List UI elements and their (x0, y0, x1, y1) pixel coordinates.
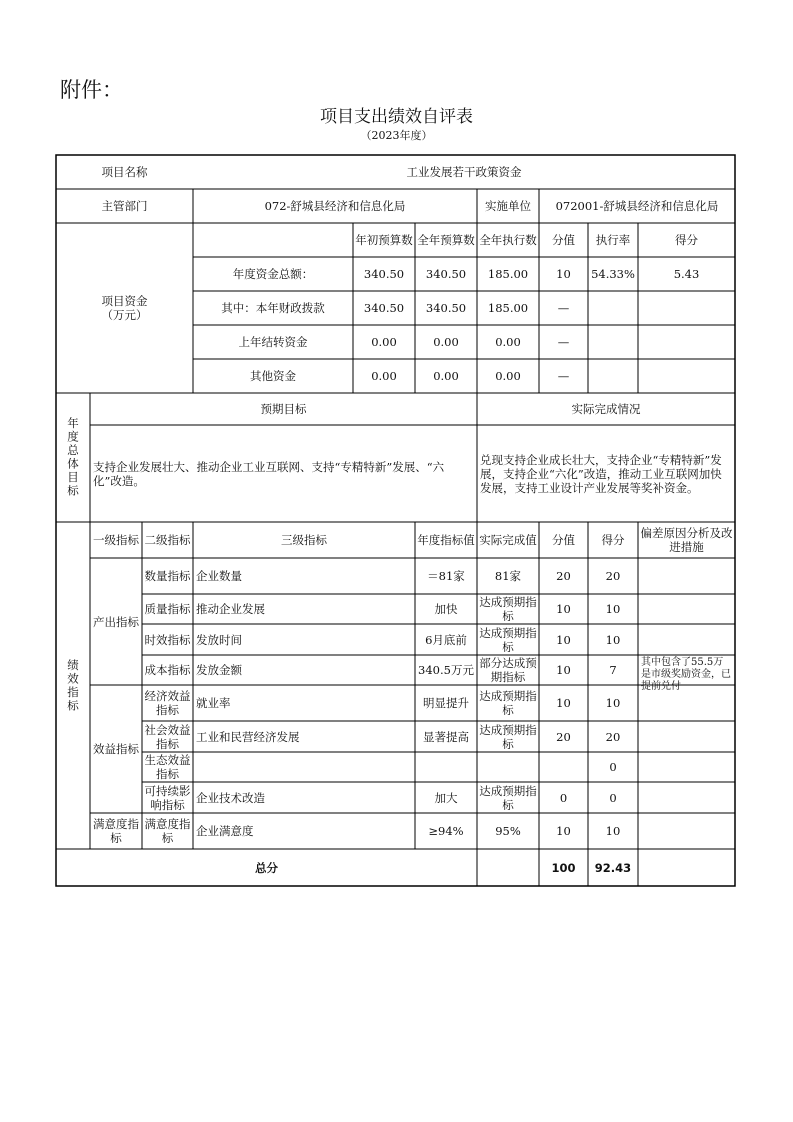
perf-actual: 达成预期指标 (479, 689, 537, 717)
perf-score: 10 (605, 632, 621, 647)
project-name-value: 工业发展若干政策资金 (406, 165, 522, 179)
perf-value: 10 (556, 632, 571, 647)
perf-l3: 就业率 (196, 696, 231, 710)
perf-score: 20 (605, 729, 621, 744)
goals-actual-header: 实际完成情况 (571, 402, 641, 416)
funds-cell: 0.00 (433, 369, 459, 383)
perf-l3: 企业技术改造 (196, 790, 265, 805)
dept-label: 主管部门 (101, 199, 148, 213)
perf-target: 显著提高 (423, 729, 469, 744)
perf-target: 340.5万元 (418, 663, 474, 677)
perf-value: 10 (556, 663, 571, 677)
perf-header-value: 分值 (552, 533, 575, 547)
perf-score: 7 (609, 663, 617, 677)
perf-l3: 发放金额 (196, 663, 242, 677)
goals-actual-text: 兑现支持企业成长壮大，支持企业“专精特新”发展，支持企业“六化”改造，推动工业互联网加快发展，支持工业设计产业发展等奖补资金。 (480, 452, 722, 495)
perf-l2: 质量指标 (144, 602, 191, 616)
attachment-label: 附件： (60, 78, 123, 102)
perf-l3: 企业数量 (196, 569, 242, 583)
perf-l2: 满意度指标 (144, 817, 191, 845)
perf-score: 0 (609, 790, 617, 805)
perf-score: 10 (605, 824, 621, 838)
perf-value: 10 (556, 696, 571, 710)
perf-l3 (193, 752, 415, 782)
perf-reason (638, 721, 735, 752)
project-name-label: 项目名称 (101, 165, 148, 179)
perf-score: 20 (605, 569, 621, 583)
perf-target: 明显提升 (423, 696, 469, 710)
funds-row-label: 其中：本年财政拨款 (221, 301, 325, 315)
funds-header-annual: 全年预算数 (417, 233, 475, 247)
perf-target (415, 752, 477, 782)
funds-cell: 340.50 (425, 301, 467, 315)
perf-reason (638, 782, 735, 813)
perf-reason (638, 813, 735, 849)
funds-cell: 0.00 (371, 369, 397, 383)
funds-header-rate: 执行率 (595, 233, 631, 247)
perf-score: 10 (605, 696, 621, 710)
perf-actual: 81家 (494, 569, 522, 583)
perf-target: 加快 (434, 602, 458, 616)
perf-target: 加大 (434, 790, 458, 805)
perf-l3: 企业满意度 (196, 824, 254, 838)
funds-header-executed: 全年执行数 (479, 233, 537, 247)
perf-actual: 达成预期指标 (479, 783, 537, 812)
impl-value: 072001-舒城县经济和信息化局 (555, 199, 719, 213)
funds-header-score-value: 分值 (552, 233, 575, 247)
funds-cell: 185.00 (487, 267, 529, 281)
funds-cell: 185.00 (487, 301, 529, 315)
funds-row-label: 其他资金 (250, 369, 296, 383)
perf-l2: 成本指标 (144, 663, 191, 677)
perf-actual: 达成预期指标 (479, 595, 537, 623)
year-label: （2023年度） (360, 129, 433, 142)
perf-actual: 95% (495, 824, 521, 838)
perf-reason (638, 685, 735, 721)
perf-header-l2: 二级指标 (144, 533, 191, 547)
funds-cell: 0.00 (433, 335, 459, 349)
perf-l2: 生态效益指标 (144, 753, 191, 781)
funds-cell: 5.43 (673, 267, 700, 281)
impl-label: 实施单位 (485, 199, 531, 213)
funds-row-label: 上年结转资金 (238, 335, 308, 349)
perf-l3: 发放时间 (196, 632, 242, 647)
perf-value: 20 (556, 569, 571, 583)
performance-label: 绩效指标 (66, 658, 80, 713)
perf-actual (477, 752, 539, 782)
perf-l2: 时效指标 (144, 632, 191, 647)
perf-l2: 可持续影响指标 (144, 783, 191, 812)
page-title: 项目支出绩效自评表 (320, 107, 473, 127)
perf-l1-output: 产出指标 (93, 614, 139, 629)
perf-reason (638, 558, 735, 594)
funds-label: 项目资金 （万元） (101, 294, 148, 322)
funds-cell: 340.50 (363, 267, 405, 281)
perf-target: ≥94% (428, 824, 464, 838)
dept-value: 072-舒城县经济和信息化局 (264, 199, 406, 213)
perf-l3: 推动企业发展 (196, 602, 265, 616)
perf-l1-satisfaction: 满意度指标 (93, 817, 139, 845)
total-value: 100 (551, 860, 576, 875)
funds-cell: 10 (556, 267, 571, 281)
funds-row-label: 年度资金总额： (232, 267, 314, 281)
funds-cell: 340.50 (363, 301, 405, 315)
perf-l2: 数量指标 (144, 569, 191, 583)
perf-actual: 达成预期指标 (479, 625, 537, 654)
perf-l2: 经济效益指标 (144, 689, 191, 717)
perf-actual: 部分达成预期指标 (479, 656, 537, 684)
perf-header-l3: 三级指标 (281, 533, 327, 547)
perf-target: ＝81家 (427, 569, 465, 583)
perf-l3: 工业和民营经济发展 (196, 729, 300, 744)
funds-cell: 0.00 (495, 335, 521, 349)
perf-actual: 达成预期指标 (479, 722, 537, 751)
perf-target: 6月底前 (425, 632, 467, 647)
perf-reason (638, 594, 735, 624)
perf-score: 10 (605, 602, 621, 616)
perf-score: 0 (609, 760, 617, 774)
total-score: 92.43 (594, 860, 632, 875)
perf-l2: 社会效益指标 (144, 722, 191, 751)
goals-expected-header: 预期目标 (260, 402, 307, 416)
perf-header-score: 得分 (601, 533, 625, 547)
funds-header-initial: 年初预算数 (355, 233, 413, 247)
total-label: 总分 (255, 860, 278, 875)
funds-cell: — (557, 335, 570, 349)
perf-header-l1: 一级指标 (93, 533, 139, 547)
perf-value (539, 752, 588, 782)
perf-value: 10 (556, 602, 571, 616)
goals-expected-text: 支持企业发展壮大、推动企业工业互联网、支持“专精特新”发展、“六化”改造。 (93, 459, 445, 488)
perf-header-target: 年度指标值 (417, 533, 475, 547)
funds-cell: 0.00 (495, 369, 521, 383)
funds-cell: — (557, 301, 570, 315)
perf-value: 20 (556, 729, 571, 744)
perf-l1-benefit: 效益指标 (93, 742, 139, 756)
perf-reason (638, 624, 735, 655)
goals-label: 年度总体目标 (66, 417, 80, 498)
perf-value: 10 (556, 824, 571, 838)
funds-cell: — (557, 369, 570, 383)
funds-cell: 340.50 (425, 267, 467, 281)
perf-value: 0 (559, 790, 568, 805)
perf-reason (638, 752, 735, 782)
perf-header-reason: 偏差原因分析及改进措施 (640, 526, 733, 554)
funds-header-score: 得分 (675, 233, 698, 247)
funds-cell: 0.00 (371, 335, 397, 349)
perf-header-actual: 实际完成值 (479, 533, 537, 547)
perf-reason: 其中包含了55.5万是市级奖励资金，已提前兑付 (641, 657, 731, 692)
funds-cell: 54.33% (591, 267, 635, 281)
